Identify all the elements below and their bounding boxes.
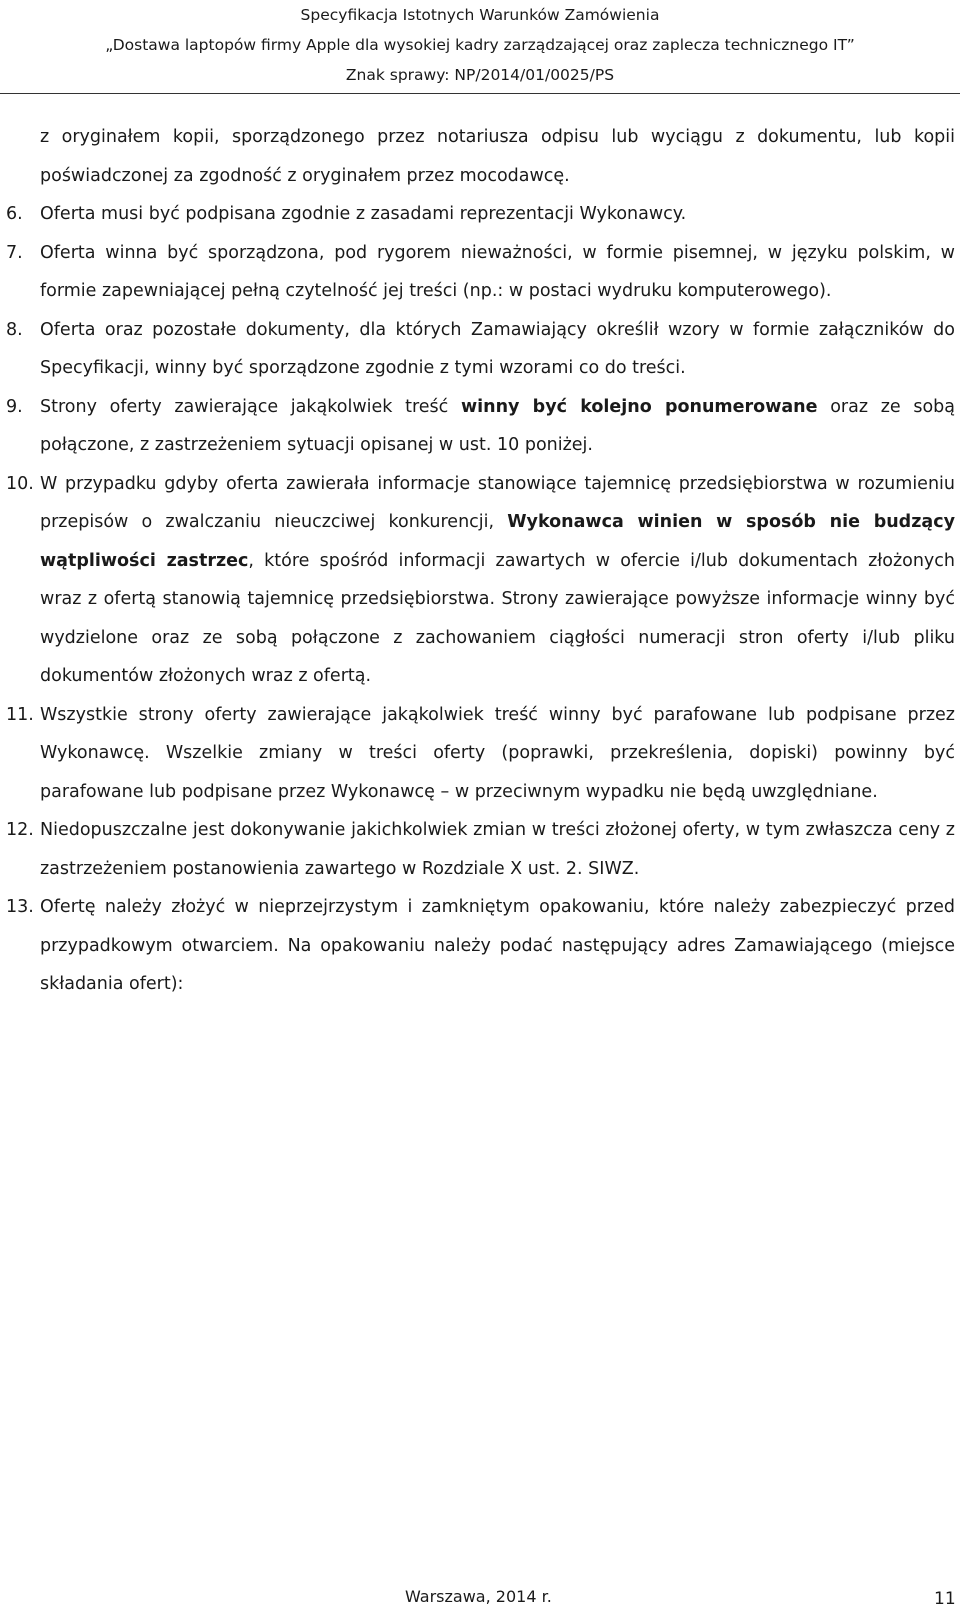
page-number: 11 [934, 1589, 956, 1609]
item-text: Wszystkie strony oferty zawierające jakąkolwiek treść winny być parafowane lub podpisane przez Wykonawcę. Wszelkie zmiany w treści oferty (poprawki, przekreślenia, dopiski) powinny być parafowane lub podpisane przez Wykonawcę – w przeciwnym wypadku nie będą uwzględniane. [40, 704, 955, 802]
page-header [0, 0, 960, 90]
document-body [6, 118, 955, 1004]
item-text [40, 388, 955, 465]
header-procurement-title: „Dostawa laptopów firmy Apple dla wysokiej kadry zarządzającej oraz zaplecza technicznego IT” [105, 36, 855, 54]
item-text-bold: Wykonawca winien w sposób nie budzący wątpliwości zastrzec [40, 512, 955, 571]
item-number: 6. [6, 204, 23, 224]
header-document-title: Specyfikacja Istotnych Warunków Zamówienia [300, 6, 660, 24]
item-number: 12. [6, 820, 34, 840]
item-text-bold: winny być kolejno ponumerowane [460, 396, 818, 417]
item-text-after: , które spośród informacji zawartych w ofercie i/lub dokumentach złożonych wraz z ofertą stanowią tajemnicę przedsiębiorstwa. Strony zawierające powyższe informacje winny być wydzielone oraz ze sobą połączone z zachowaniem ciągłości numeracji stron oferty i/lub pliku dokumentów złożonych wraz z ofertą. [40, 550, 955, 686]
item-number: 8. [6, 319, 23, 340]
list-item-12 [6, 811, 955, 888]
list-item-10 [6, 465, 955, 696]
list-item-9 [6, 388, 955, 465]
item-text: Niedopuszczalne jest dokonywanie jakichkolwiek zmian w treści złożonej oferty, w tym zwłaszcza ceny z zastrzeżeniem postanowienia zawartego w Rozdziale X ust. 2. SIWZ. [40, 820, 955, 879]
item-text-after: oraz ze sobą połączone, z zastrzeżeniem sytuacji opisanej w ust. 10 poniżej. [40, 396, 955, 455]
item-text-before: W przypadku gdyby oferta zawierała informacje stanowiące tajemnicę przedsiębiorstwa w rozumieniu przepisów o zwalczaniu nieuczciwej konkurencji, [40, 473, 955, 532]
list-item-6 [6, 195, 955, 234]
header-case-number: Znak sprawy: NP/2014/01/0025/PS [345, 66, 615, 84]
item-number: 9. [6, 396, 23, 417]
item-number: 10. [6, 473, 34, 494]
list-item-8 [6, 311, 955, 388]
item-text: Oferta musi być podpisana zgodnie z zasadami reprezentacji Wykonawcy. [40, 204, 687, 224]
item-text: Oferta oraz pozostałe dokumenty, dla których Zamawiający określił wzory w formie załączników do Specyfikacji, winny być sporządzone zgodnie z tymi wzorami co do treści. [40, 319, 955, 378]
item-number: 11. [6, 704, 34, 725]
continuation-paragraph: z oryginałem kopii, sporządzonego przez notariusza odpisu lub wyciągu z dokumentu, lub kopii poświadczonej za zgodność z oryginałem przez mocodawcę. [40, 127, 955, 186]
list-item-13 [6, 888, 955, 1004]
footer-place-date: Warszawa, 2014 r. [405, 1587, 552, 1606]
header-divider [0, 93, 960, 94]
item-text-before: Strony oferty zawierające jakąkolwiek treść [40, 396, 461, 417]
item-text [40, 465, 955, 696]
item-number: 7. [6, 242, 23, 263]
item-number: 13. [6, 897, 34, 917]
list-item-11 [6, 696, 955, 812]
item-text: Ofertę należy złożyć w nieprzejrzystym i zamkniętym opakowaniu, które należy zabezpieczyć przed przypadkowym otwarciem. Na opakowaniu należy podać następujący adres Zamawiającego (miejsce składania ofert): [40, 897, 955, 994]
list-item-7 [6, 234, 955, 311]
item-text: Oferta winna być sporządzona, pod rygorem nieważności, w formie pisemnej, w języku polskim, w formie zapewniającej pełną czytelność jej treści (np.: w postaci wydruku komputerowego). [40, 242, 955, 301]
